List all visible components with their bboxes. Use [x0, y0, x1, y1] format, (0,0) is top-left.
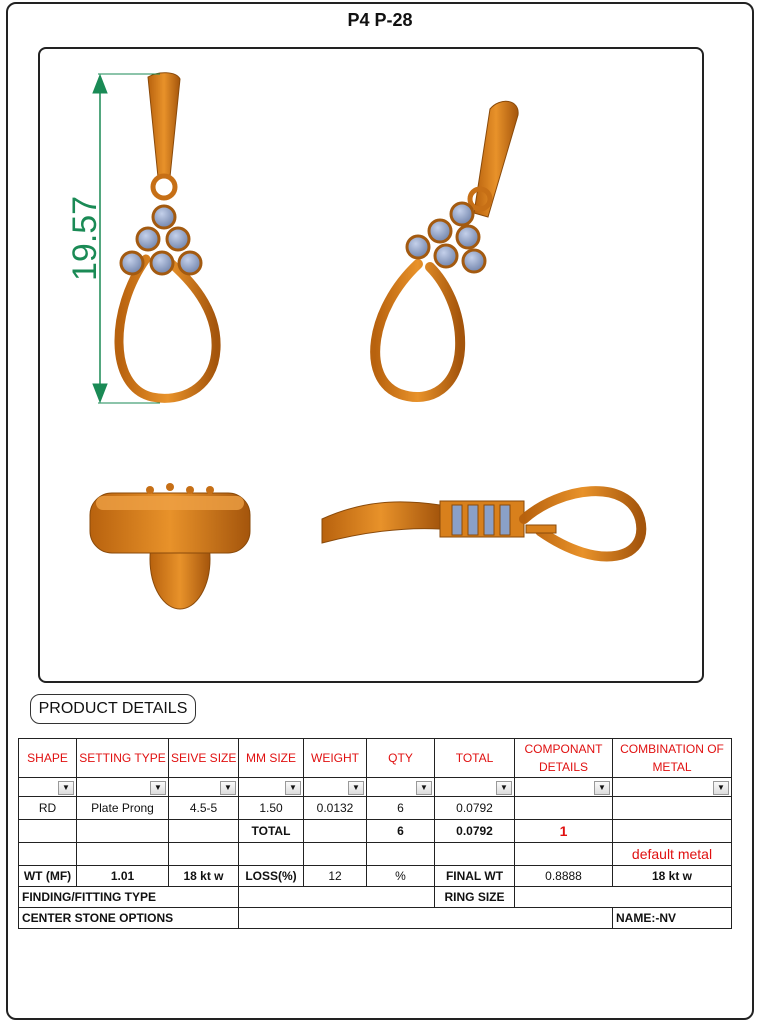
filter-dropdown-mm[interactable]: ▼ — [285, 781, 301, 795]
wt-mf-value: 1.01 — [77, 866, 169, 887]
total-qty: 6 — [367, 820, 435, 843]
pendant-drawing-panel — [38, 47, 704, 683]
filter-dropdown-weight[interactable]: ▼ — [348, 781, 364, 795]
metal-type: 18 kt w — [169, 866, 239, 887]
page-title: P4 P-28 — [347, 10, 413, 30]
cell-setting-type: Plate Prong — [77, 797, 169, 820]
finding-fitting-label: FINDING/FITTING TYPE — [19, 887, 239, 908]
filter-dropdown-component[interactable]: ▼ — [594, 781, 610, 795]
wt-mf-label: WT (MF) — [19, 866, 77, 887]
loss-label: LOSS(%) — [239, 866, 304, 887]
filter-dropdown-shape[interactable]: ▼ — [58, 781, 74, 795]
default-metal-label: default metal — [613, 843, 732, 866]
cell-shape: RD — [19, 797, 77, 820]
pendant-views — [40, 49, 702, 681]
header-mm-size: MM SIZE — [239, 739, 304, 778]
filter-dropdown-setting[interactable]: ▼ — [150, 781, 166, 795]
ring-size-label: RING SIZE — [435, 887, 515, 908]
table-row — [19, 797, 732, 820]
filter-dropdown-seive[interactable]: ▼ — [220, 781, 236, 795]
loss-percent-sign: % — [367, 866, 435, 887]
ring-size-value — [515, 887, 732, 908]
component-count: 1 — [515, 820, 613, 843]
weight-row — [19, 866, 732, 887]
finding-fitting-value — [239, 887, 435, 908]
header-component-details: COMPONANT DETAILS — [515, 739, 613, 778]
cell-seive-size: 4.5-5 — [169, 797, 239, 820]
cell-mm-size: 1.50 — [239, 797, 304, 820]
center-stone-label: CENTER STONE OPTIONS — [19, 908, 239, 929]
filter-row — [19, 778, 732, 797]
header-total: TOTAL — [435, 739, 515, 778]
dimension-label: 19.57 — [66, 195, 104, 281]
side-view — [322, 491, 641, 556]
center-stone-row — [19, 908, 732, 929]
cell-qty: 6 — [367, 797, 435, 820]
final-wt-label: FINAL WT — [435, 866, 515, 887]
front-view — [119, 73, 216, 399]
header-setting-type: SETTING TYPE — [77, 739, 169, 778]
total-weight: 0.0792 — [435, 820, 515, 843]
center-stone-value — [239, 908, 613, 929]
product-details-button[interactable]: PRODUCT DETAILS — [30, 694, 196, 724]
header-seive-size: SEIVE SIZE — [169, 739, 239, 778]
filter-dropdown-total[interactable]: ▼ — [496, 781, 512, 795]
stone-cluster-front — [121, 206, 201, 274]
header-shape: SHAPE — [19, 739, 77, 778]
header-qty: QTY — [367, 739, 435, 778]
final-metal-type: 18 kt w — [613, 866, 732, 887]
total-label: TOTAL — [239, 820, 304, 843]
default-metal-row — [19, 843, 732, 866]
cell-weight: 0.0132 — [304, 797, 367, 820]
filter-dropdown-metal[interactable]: ▼ — [713, 781, 729, 795]
header-combination-of-metal: COMBINATION OF METAL — [613, 739, 732, 778]
cell-total: 0.0792 — [435, 797, 515, 820]
loss-value: 12 — [304, 866, 367, 887]
top-view — [90, 483, 250, 609]
product-details-table — [18, 738, 732, 929]
final-wt-value: 0.8888 — [515, 866, 613, 887]
total-row — [19, 820, 732, 843]
perspective-view — [375, 101, 518, 397]
table-header-row — [19, 739, 732, 778]
name-label: NAME:-NV — [613, 908, 732, 929]
finding-row — [19, 887, 732, 908]
header-weight: WEIGHT — [304, 739, 367, 778]
filter-dropdown-qty[interactable]: ▼ — [416, 781, 432, 795]
